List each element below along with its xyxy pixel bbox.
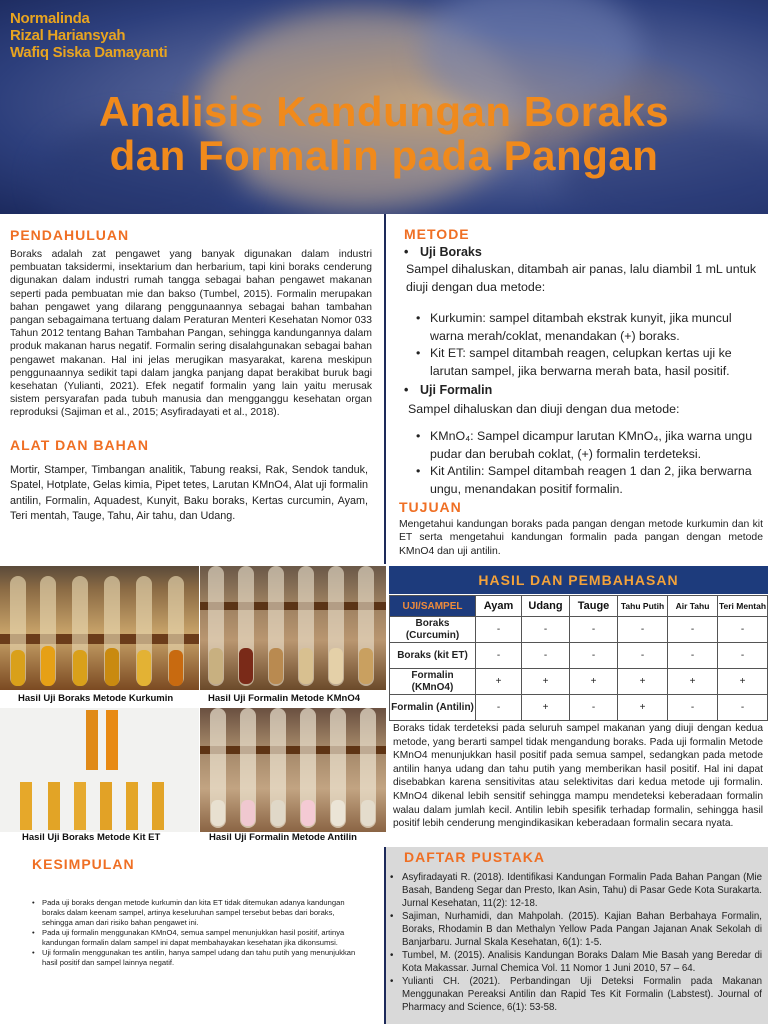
list-item: • Kurkumin: sampel ditambah ekstrak kunyit, jika muncul warna merah/coklat, menandakan (+) boraks. <box>416 310 764 345</box>
list-item: • Yulianti CH. (2021). Perbandingan Uji Deteksi Formalin pada Makanan Menggunakan Pereaksi Antilin dan Rapid Tes Kit Formalin (Labstest). Journal of Pharmacy and Science, 6(1): 53-58. <box>390 975 762 1014</box>
table-cell: - <box>618 643 668 669</box>
table-cell: - <box>718 695 768 721</box>
table-cell: - <box>570 643 618 669</box>
list-item: • Tumbel, M. (2015). Analisis Kandungan Boraks Dalam Mie Basah yang Beredar di Kota Makassar. Jurnal Chemica Vol. 11 Nomor 1 Juni 2010, 57 – 64. <box>390 949 762 975</box>
table-cell: - <box>522 617 570 643</box>
table-header-cell: Air Tahu <box>668 596 718 617</box>
list-item: • Kit ET: sampel ditambah reagen, celupkan kertas uji ke larutan sampel, jika berwarna merah bata, hasil positif. <box>416 345 764 380</box>
table-cell: - <box>476 695 522 721</box>
list-item: • Pada uji formalin menggunakan KMnO4, semua sampel menunjukkan hasil positif, artinya kandungan formalin dalam sampel ini dapat membahayakan kesehatan jika dikonsumsi. <box>32 928 362 948</box>
photo-formalin-kmno4 <box>200 566 386 690</box>
table-row <box>390 695 768 721</box>
metode-section <box>404 226 764 499</box>
alat-bahan-section <box>10 437 368 525</box>
table-cell: + <box>476 669 522 695</box>
title-line-1: Analisis Kandungan Boraks <box>98 88 670 135</box>
column-divider <box>384 847 386 1024</box>
section-heading: METODE <box>404 226 470 242</box>
results-table <box>389 595 768 721</box>
list-item: • Pada uji boraks dengan metode kurkumin dan kita ET tidak ditemukan adanya kandungan boraks dalam keenam sampel, artinya keseluruhan sampel tersebut bebas dari boraks, sehingga aman dari risiko bahan pengawet ini. <box>32 898 362 928</box>
pustaka-list <box>390 871 762 1014</box>
photo-caption: Hasil Uji Formalin Metode Antilin <box>209 832 357 843</box>
title-line-2: dan Formalin pada Pangan <box>109 132 659 179</box>
photo-caption: Hasil Uji Formalin Metode KMnO4 <box>208 693 361 704</box>
author-name: Wafiq Siska Damayanti <box>10 44 168 61</box>
uji-boraks-list <box>404 310 764 380</box>
test-tubes-image <box>200 566 386 690</box>
table-cell: + <box>570 669 618 695</box>
pendahuluan-section <box>10 227 372 420</box>
list-item: • Sajiman, Nurhamidi, dan Mahpolah. (2015). Kajian Bahan Berbahaya Formalin, Boraks, Rhodamin B dan Methalyn Yellow Pada Pangan Jajanan Anak Sekolah di Banjarbaru. Jurnal Skala Kesehatan, 6(1): 1-5. <box>390 910 762 949</box>
table-header-row <box>390 596 768 617</box>
table-cell: - <box>618 617 668 643</box>
table-cell: - <box>668 695 718 721</box>
row-label: Formalin (Antilin) <box>390 695 476 721</box>
table-row <box>390 643 768 669</box>
hasil-heading: HASIL DAN PEMBAHASAN <box>389 566 768 594</box>
table-cell: - <box>718 617 768 643</box>
kesimpulan-section <box>32 856 362 968</box>
table-header-cell: Udang <box>522 596 570 617</box>
uji-boraks-intro: Sampel dihaluskan, ditambah air panas, lalu diambil 1 mL untuk diuji dengan dua metode: <box>406 262 757 294</box>
poster-header <box>0 0 768 214</box>
column-divider <box>384 214 386 564</box>
table-header-cell: UJI/SAMPEL <box>390 596 476 617</box>
row-label: Boraks (Curcumin) <box>390 617 476 643</box>
pustaka-section <box>404 849 762 1014</box>
photo-caption: Hasil Uji Boraks Metode Kurkumin <box>18 693 174 704</box>
list-item: • Asyfiradayati R. (2018). Identifikasi Kandungan Formalin Pada Bahan Pangan (Mie Basah, Bandeng Segar dan Presto, Ikan Asin, Tahu) di Pasar Gede Kota Surakarta. Jurnal Kesehatan, 11(2): 12-18. <box>390 871 762 910</box>
section-heading: DAFTAR PUSTAKA <box>404 849 546 865</box>
table-cell: - <box>522 643 570 669</box>
kesimpulan-list <box>32 898 362 968</box>
section-heading: KESIMPULAN <box>32 856 135 872</box>
section-heading: ALAT DAN BAHAN <box>10 437 149 453</box>
list-item: • KMnO₄: Sampel dicampur larutan KMnO₄, jika warna ungu pudar dan berubah coklat, (+) formalin terdeteksi. <box>416 428 764 463</box>
uji-boraks-label: Uji Boraks <box>420 245 482 259</box>
table-cell: - <box>668 643 718 669</box>
test-strips-image <box>0 708 199 832</box>
table-cell: + <box>718 669 768 695</box>
table-cell: - <box>668 617 718 643</box>
test-tubes-image <box>0 566 199 690</box>
uji-formalin-label: Uji Formalin <box>420 382 493 397</box>
table-cell: - <box>718 643 768 669</box>
alat-bahan-text: Mortir, Stamper, Timbangan analitik, Tabung reaksi, Rak, Sendok tanduk, Spatel, Hotplate, Gelas kimia, Pipet tetes, Larutan KMnO4, Alat uji formalin antilin, Formalin, Aquadest, Kunyit, Baku boraks, Kertas curcumin, Ayam, Teri mentah, Tauge, Tahu, Air tahu, dan Udang. <box>10 464 368 523</box>
list-item: • Kit Antilin: Sampel ditambah reagen 1 dan 2, jika berwarna ungu, menandakan positif formalin. <box>416 463 764 498</box>
uji-boraks-title <box>404 245 764 259</box>
uji-formalin-intro: Sampel dihaluskan dan diuji dengan dua metode: <box>408 401 680 416</box>
bullet-icon: • <box>404 382 409 397</box>
table-cell: + <box>618 695 668 721</box>
table-cell: + <box>522 695 570 721</box>
tujuan-text: Mengetahui kandungan boraks pada pangan dengan metode kurkumin dan kit ET serta mengetahui kandungan formalin pada pangan dengan metode KMnO4 dan uji antilin. <box>399 519 763 557</box>
pendahuluan-text: Boraks adalah zat pengawet yang banyak digunakan dalam industri pembuatan taksidermi, insektarium dan herbarium, tapi kini boraks cenderung digunakan dalam industri rumah tangga sebagai bahan pengawet makanan seperti pada pembuatan mie dan bakso (Tumbel, 2015). Formalin merupakan bahan pengawet yang dilarang penggunaannya sebagai bahan tambahan pangan sebagaimana tertuang dalam Peraturan Menteri Kesehatan Nomor 033 Tahun 2012 tentang Bahan Tambahan Pangan, sehingga kandungannya dalam produk makanan harus negatif. Formalin sering disalahgunakan sebagai bahan pengawet makanan. Hal ini jelas merugikan masyarakat, karena meskipun penggunaannya sedikit tapi dalam jangka panjang dapat berakibat buruk bagi kesehatan (Yulianti, 2021). Efek negatif formalin yang lain yaitu merusak sistem persyarafan pada tubuh manusia dan mengganggu kesehatan organ reproduksi (Sajiman et al., 2015; Asyfiradayati et al., 2018). <box>10 249 372 419</box>
uji-formalin-title <box>404 383 764 397</box>
tujuan-section <box>399 499 763 558</box>
table-row <box>390 669 768 695</box>
author-name: Rizal Hariansyah <box>10 27 126 44</box>
bullet-icon: • <box>404 245 409 259</box>
table-cell: - <box>476 617 522 643</box>
table-cell: - <box>570 617 618 643</box>
poster-title <box>0 90 768 178</box>
photo-formalin-antilin <box>200 708 386 832</box>
author-list <box>10 10 167 61</box>
hasil-text: Boraks tidak terdeteksi pada seluruh sampel makanan yang diuji dengan kedua metode, yang berarti sampel tidak mengandung boraks. Pada uji formalin Metode KMnO4 menunjukkan hasil positif pada semua sampel, sedangkan pada metode antilin hanya udang dan tahu putih yang memberikan hasil positif. Hal ini dapat disebabkan karena sensitivitas atau selektivitas dari kedua metode uji formalin. KMnO4 dikenal lebih sensitif sehingga mampu mendeteksi keberadaan formalin walau dalam jumlah kecil. Antilin lebih spesifik terhadap formalin, sehingga hasil positif lebih cenderung mengindikasikan keberadaan formalin secara nyata. <box>393 723 763 830</box>
section-heading: TUJUAN <box>399 499 462 515</box>
photo-boraks-kurkumin <box>0 566 199 690</box>
table-header-cell: Tauge <box>570 596 618 617</box>
row-label: Boraks (kit ET) <box>390 643 476 669</box>
photo-boraks-kit-et <box>0 708 199 832</box>
table-cell: + <box>618 669 668 695</box>
table-cell: + <box>668 669 718 695</box>
table-cell: - <box>570 695 618 721</box>
section-heading: PENDAHULUAN <box>10 227 130 243</box>
table-cell: + <box>522 669 570 695</box>
list-item: • Uji formalin menggunakan tes antilin, hanya sampel udang dan tahu putih yang menunjukkan hasil positif dan sampel lainnya negatif. <box>32 948 362 968</box>
table-header-cell: Teri Mentah <box>718 596 768 617</box>
row-label: Formalin (KMnO4) <box>390 669 476 695</box>
table-row <box>390 617 768 643</box>
table-cell: - <box>476 643 522 669</box>
table-header-cell: Ayam <box>476 596 522 617</box>
test-tubes-image <box>200 708 386 832</box>
photo-caption: Hasil Uji Boraks Metode Kit ET <box>22 832 161 843</box>
table-header-cell: Tahu Putih <box>618 596 668 617</box>
uji-formalin-list <box>404 428 764 498</box>
author-name: Normalinda <box>10 10 90 27</box>
